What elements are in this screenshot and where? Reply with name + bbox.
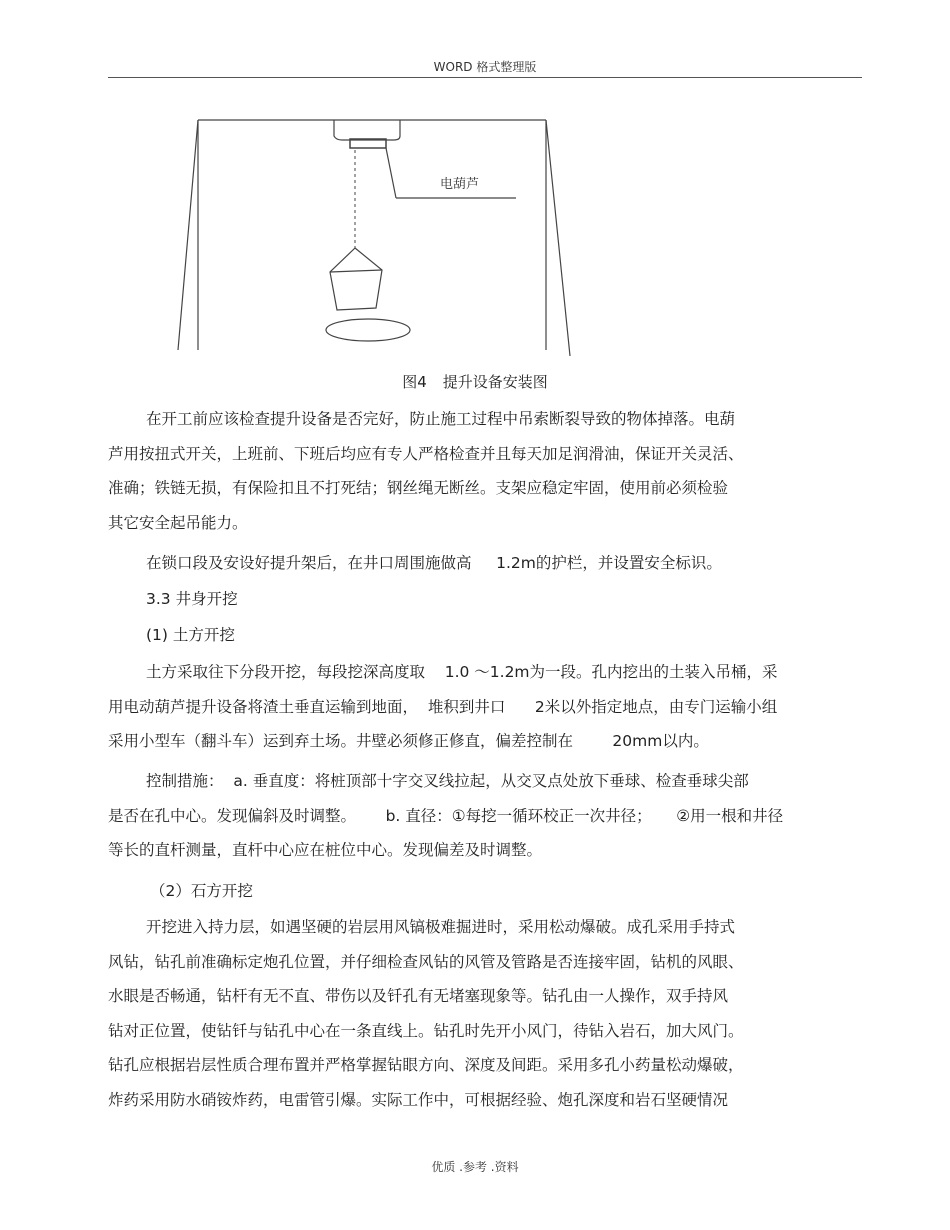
paragraph-control-measures: 控制措施： a. 垂直度：将桩顶部十字交叉线拉起，从交叉点处放下垂球、检查垂球尖部 是否在孔中心。发现偏斜及时调整。 b. 直径：①每挖一循环校正一次井径； ②用一根和井径 等长的直杆测量，直杆中心应在桩位中心。发现偏差及时调整。 [108,772,784,859]
frame-right-leg-outer [546,120,570,356]
figure-caption [0,371,950,392]
frame-left-leg-outer [178,120,198,350]
figure-number: 图4 [402,373,427,391]
lifting-bucket [330,248,382,310]
well-opening [326,319,410,341]
paragraph-rock-excavation: 开挖进入持力层，如遇坚硬的岩层用风镐极难掘进时，采用松动爆破。成孔采用手持式 风钻，钻孔前准确标定炮孔位置，并仔细检查风钻的风管及管路是否连接牢固，钻机的风眼、 水眼是否畅通，钻杆有无不直、带伤以及钎孔有无堵塞现象等。钻孔由一人操作，双手持风 钻对正位置，使钻钎与钻孔中心在一条直线上。钻孔时先开小风门，待钻入岩石，加大风门。 钻孔应根据岩层性质合理布置并严格掌握钻眼方向、深度及间距。采用多孔小药量松动爆破， 炸药采用防水硝铵炸药，电雷管引爆。实际工作中，可根据经验、炮孔深度和岩石坚硬情况 [108,918,744,1109]
header-divider [108,77,862,78]
paragraph-inspection: 在开工前应该检查提升设备是否完好，防止施工过程中吊索断裂导致的物体掉落。电葫 芦用按扭式开关，上班前、下班后均应有专人严格检查并且每天加足润滑油，保证开关灵活、 准确；铁链无损，有保险扣且不打死结；钢丝绳无断丝。支架应稳定牢固，使用前必须检验 其它安全起吊能力。 [108,410,744,532]
subheading-rock-excavation: （2）石方开挖 [150,882,253,900]
paragraph-guardrail: 在锁口段及安设好提升架后，在井口周围施做高 1.2m的护栏，并设置安全标识。 [146,554,722,572]
page-footer: 优质 .参考 .资料 [431,1160,519,1174]
paragraph-earth-excavation: 土方采取往下分段开挖，每段挖深高度取 1.0 ～1.2m为一段。孔内挖出的土装入吊桶，采 用电动葫芦提升设备将渣土垂直运输到地面， 堆积到井口 2米以外指定地点，由专门运输小组 采用小型车（翻斗车）运到弃土场。井壁必须修正修直，偏差控制在 20mm以内。 [108,663,778,750]
section-heading-shaft-excavation: 3.3 井身开挖 [146,590,238,608]
subheading-earth-excavation: (1) 土方开挖 [146,626,235,644]
hoist-housing [334,120,400,140]
page-header: WORD 格式整理版 [433,60,537,74]
hoist-label: 电葫芦 [440,177,480,192]
figure-title: 提升设备安装图 [442,373,548,391]
label-leader-line [386,148,396,198]
hoist-installation-figure [170,112,580,362]
